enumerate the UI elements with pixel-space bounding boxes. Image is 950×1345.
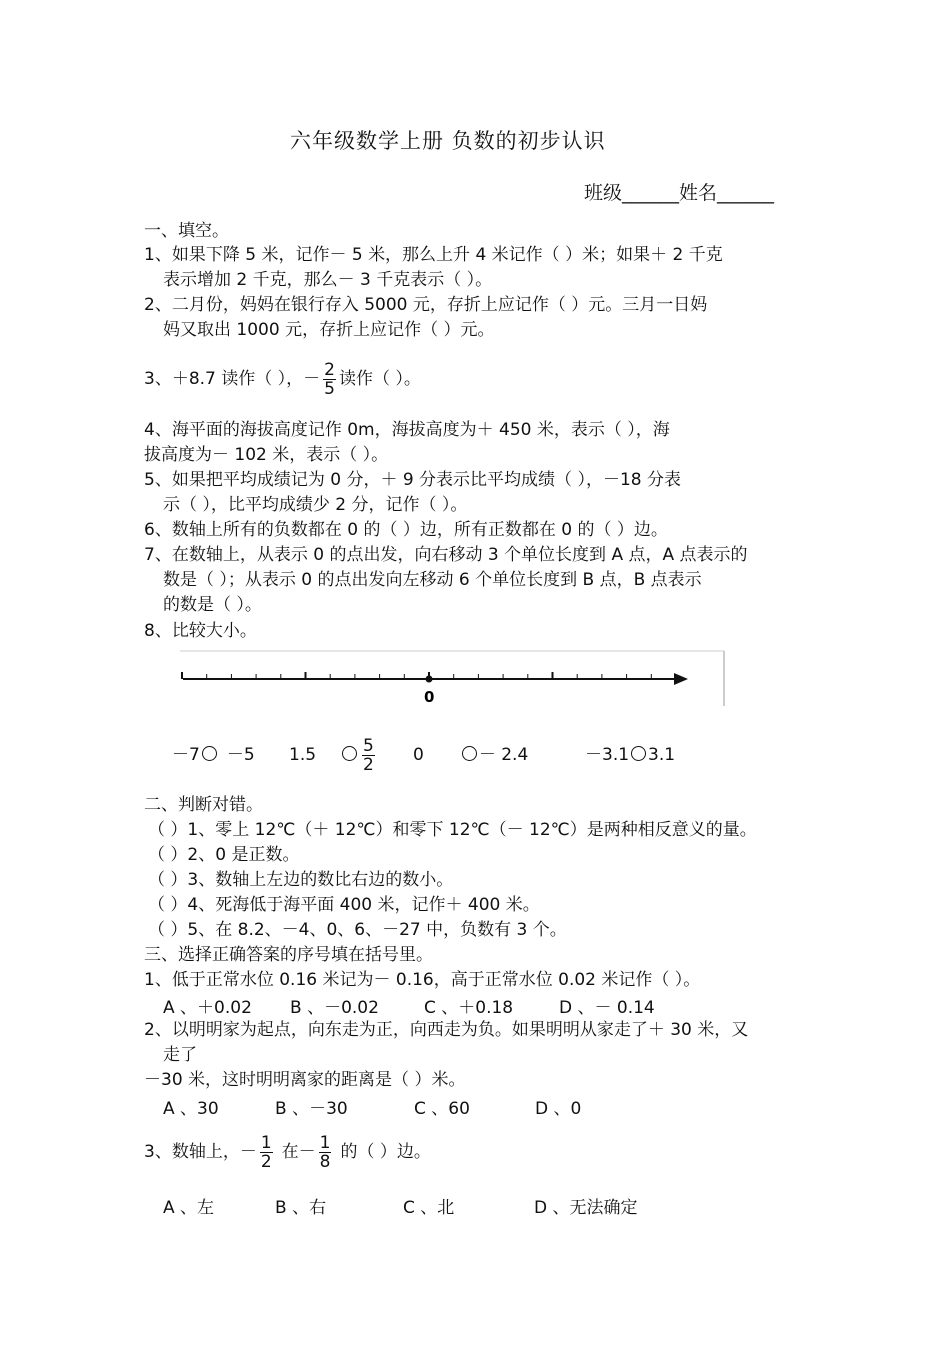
section-2-heading: 二、判断对错。 bbox=[144, 795, 263, 815]
choice-3-prefix: 3、数轴上，－ bbox=[144, 1142, 257, 1162]
choice-1-option-b[interactable]: B 、－0.02 bbox=[290, 998, 379, 1018]
compare-2-left: 1.5 bbox=[289, 745, 317, 765]
choice-3-suffix: 的（ ）边。 bbox=[340, 1142, 431, 1162]
choice-2-option-a[interactable]: A 、30 bbox=[163, 1099, 219, 1119]
choice-2-option-c[interactable]: C 、60 bbox=[414, 1099, 470, 1119]
compare-circle-1[interactable] bbox=[202, 746, 217, 761]
fraction-numerator: 1 bbox=[319, 1132, 331, 1153]
compare-4-left: －3.1 bbox=[585, 745, 630, 765]
choice-3-option-b[interactable]: B 、右 bbox=[275, 1198, 327, 1218]
compare-3 bbox=[413, 733, 528, 777]
question-2-line-1: 2、二月份，妈妈在银行存入 5000 元，存折上应记作（ ）元。三月一日妈 bbox=[144, 295, 708, 315]
question-3-suffix: 读作（ ）。 bbox=[339, 369, 421, 389]
question-4-line-2: 拔高度为－ 102 米，表示（ ）。 bbox=[144, 445, 389, 465]
choice-question-2-line-3: －30 米，这时明明离家的距离是（ ）米。 bbox=[144, 1070, 466, 1090]
question-3 bbox=[144, 352, 421, 406]
fraction-numerator: 1 bbox=[260, 1132, 272, 1153]
judge-item-1: （ ）1、零上 12℃（＋ 12℃）和零下 12℃（－ 12℃）是两种相反意义的量。 bbox=[148, 820, 757, 840]
choice-1-option-c[interactable]: C 、＋0.18 bbox=[424, 998, 514, 1018]
question-2-line-2: 妈又取出 1000 元，存折上应记作（ ）元。 bbox=[163, 320, 495, 340]
page-title: 六年级数学上册 负数的初步认识 bbox=[290, 129, 606, 153]
question-1-line-1: 1、如果下降 5 米，记作－ 5 米，那么上升 4 米记作（ ）米；如果＋ 2 千克 bbox=[144, 245, 723, 265]
choice-question-3 bbox=[144, 1127, 431, 1177]
choice-2-option-d[interactable]: D 、0 bbox=[535, 1099, 582, 1119]
fraction-numerator: 2 bbox=[324, 359, 335, 380]
question-7-line-3: 的数是（ ）。 bbox=[163, 595, 262, 615]
question-6: 6、数轴上所有的负数都在 0 的（ ）边，所有正数都在 0 的（ ）边。 bbox=[144, 520, 668, 540]
fraction-denominator: 2 bbox=[363, 754, 374, 775]
fraction-five-halves bbox=[362, 737, 375, 774]
choice-3-option-d[interactable]: D 、无法确定 bbox=[534, 1198, 638, 1218]
compare-circle-4[interactable] bbox=[631, 746, 646, 761]
fraction-one-half bbox=[260, 1134, 273, 1171]
question-4-line-1: 4、海平面的海拔高度记作 0m，海拔高度为＋ 450 米，表示（ ），海 bbox=[144, 420, 670, 440]
compare-2 bbox=[289, 733, 378, 777]
question-3-prefix: 3、＋8.7 读作（ ），－ bbox=[144, 369, 321, 389]
compare-3-left: 0 bbox=[413, 745, 424, 765]
choice-question-2-line-1: 2、以明明家为起点，向东走为正，向西走为负。如果明明从家走了＋ 30 米，又 bbox=[144, 1020, 749, 1040]
judge-item-3: （ ）3、数轴上左边的数比右边的数小。 bbox=[148, 870, 454, 890]
fraction-two-fifths bbox=[323, 361, 336, 398]
choice-question-2-line-2: 走了 bbox=[163, 1045, 197, 1065]
choice-3-middle: 在－ bbox=[281, 1142, 316, 1162]
choice-3-option-a[interactable]: A 、左 bbox=[163, 1198, 215, 1218]
compare-3-right: － 2.4 bbox=[478, 745, 529, 765]
judge-item-4: （ ）4、死海低于海平面 400 米，记作＋ 400 米。 bbox=[148, 895, 540, 915]
number-line-ticks bbox=[182, 672, 651, 679]
question-1-line-2: 表示增加 2 千克，那么－ 3 千克表示（ ）。 bbox=[163, 270, 493, 290]
compare-1-right: －5 bbox=[226, 745, 255, 765]
axis-zero-label: 0 bbox=[424, 688, 435, 706]
choice-3-option-c[interactable]: C 、北 bbox=[403, 1198, 455, 1218]
judge-item-5: （ ）5、在 8.2、－4、0、6、－27 中，负数有 3 个。 bbox=[148, 920, 567, 940]
fraction-numerator: 5 bbox=[363, 735, 374, 756]
question-5-line-1: 5、如果把平均成绩记为 0 分，＋ 9 分表示比平均成绩（ ），－18 分表 bbox=[144, 470, 682, 490]
compare-4 bbox=[585, 733, 675, 777]
compare-circle-2[interactable] bbox=[342, 746, 357, 761]
section-3-heading: 三、选择正确答案的序号填在括号里。 bbox=[144, 945, 433, 965]
fraction-denominator: 2 bbox=[260, 1151, 272, 1172]
choice-question-1: 1、低于正常水位 0.16 米记为－ 0.16，高于正常水位 0.02 米记作（ ）。 bbox=[144, 970, 701, 990]
question-5-line-2: 示（ ），比平均成绩少 2 分，记作（ ）。 bbox=[163, 495, 468, 515]
origin-dot bbox=[426, 676, 433, 683]
compare-1 bbox=[172, 733, 255, 777]
question-7-line-2: 数是（ ）；从表示 0 的点出发向左移动 6 个单位长度到 B 点，B 点表示 bbox=[163, 570, 702, 590]
question-7-line-1: 7、在数轴上，从表示 0 的点出发，向右移动 3 个单位长度到 A 点，A 点表示的 bbox=[144, 545, 748, 565]
choice-2-option-b[interactable]: B 、－30 bbox=[275, 1099, 348, 1119]
fraction-one-eighth bbox=[319, 1134, 332, 1171]
section-1-heading: 一、填空。 bbox=[144, 221, 229, 241]
choice-1-option-a[interactable]: A 、＋0.02 bbox=[163, 998, 252, 1018]
compare-1-left: －7 bbox=[172, 745, 200, 765]
question-8: 8、比较大小。 bbox=[144, 621, 257, 641]
fraction-denominator: 8 bbox=[319, 1151, 331, 1172]
compare-4-right: 3.1 bbox=[648, 745, 676, 765]
choice-1-option-d[interactable]: D 、－ 0.14 bbox=[559, 998, 655, 1018]
judge-item-2: （ ）2、0 是正数。 bbox=[148, 845, 300, 865]
compare-circle-3[interactable] bbox=[462, 746, 477, 761]
number-line bbox=[180, 650, 726, 708]
arrow-right-icon bbox=[674, 673, 688, 685]
fraction-denominator: 5 bbox=[324, 378, 335, 399]
class-name-line: 班级______姓名______ bbox=[584, 182, 775, 204]
